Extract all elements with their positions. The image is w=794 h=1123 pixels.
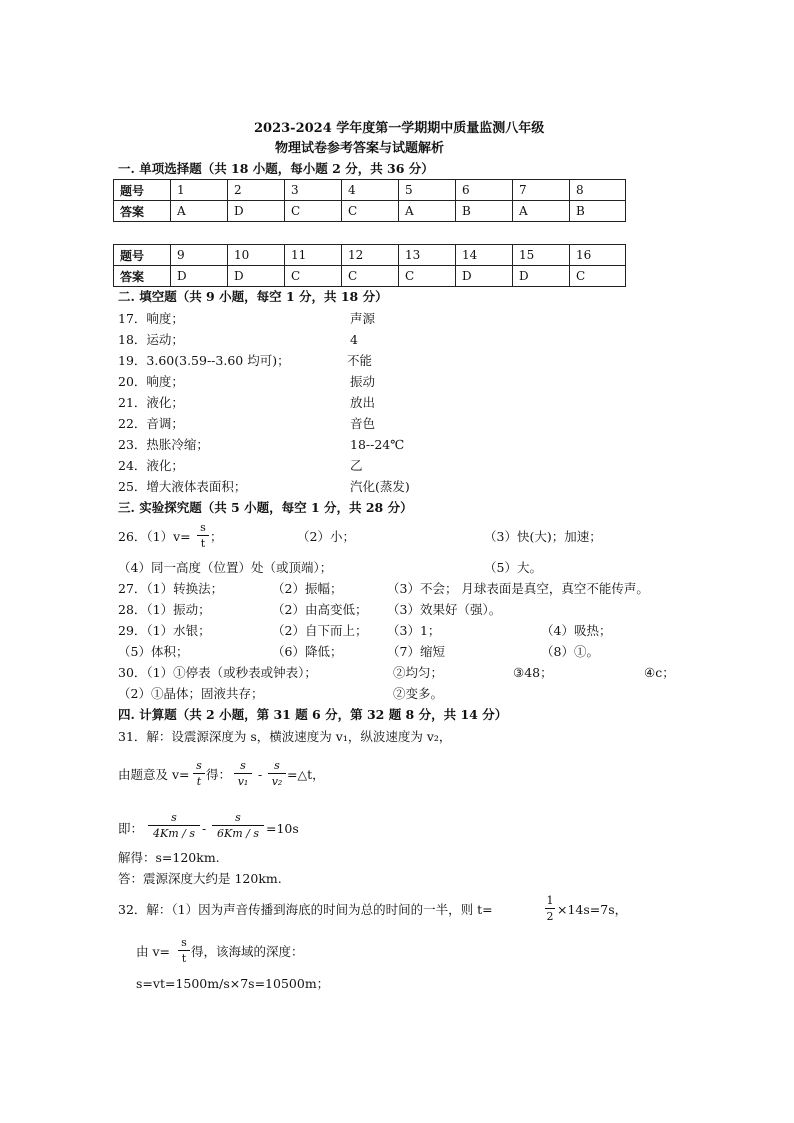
- table-cell: 2: [228, 180, 285, 201]
- section2-heading: 二. 填空题（共 9 小题，每空 1 分，共 18 分）: [118, 289, 388, 304]
- minus-sign: -: [258, 767, 263, 782]
- fraction-denominator: 6Km / s: [217, 827, 259, 840]
- fraction-one-half: [545, 895, 555, 922]
- fraction-bar: [234, 773, 252, 774]
- table-row-answers: [114, 201, 626, 222]
- fraction-denominator: v₁: [237, 775, 249, 788]
- fill-answer-right: 放出: [350, 395, 376, 410]
- fraction-bar: [178, 950, 190, 951]
- fraction-numerator: s: [181, 936, 187, 949]
- table-cell: 11: [285, 245, 342, 266]
- q29-part1: 29．（1）水银；: [118, 623, 211, 638]
- table-label-answer: 答案: [114, 201, 171, 222]
- table-cell: 6: [456, 180, 513, 201]
- fill-answer-right: 音色: [350, 416, 376, 431]
- fraction-s-over-t: [197, 522, 209, 549]
- table-cell: C: [342, 201, 399, 222]
- q31-line3-prefix: 即：: [118, 821, 144, 836]
- q29-part4: （4）吸热；: [541, 623, 612, 638]
- q26-semicolon: ；: [210, 529, 223, 544]
- table-cell: A: [399, 201, 456, 222]
- q26-part2: （2）小；: [297, 529, 355, 544]
- q31-line1: 31．解：设震源深度为 s，横波速度为 v₁，纵波速度为 v₂，: [118, 729, 452, 744]
- q26-part4: （4）同一高度（位置）处（或顶端）；: [118, 560, 333, 575]
- fraction-numerator: s: [235, 811, 241, 824]
- q28-part3: （3）效果好（强）。: [387, 602, 502, 617]
- fill-answer-left: 22．音调；: [118, 416, 184, 431]
- q31-line2-prefix: 由题意及 v=: [118, 767, 190, 782]
- fraction-numerator: s: [196, 759, 202, 772]
- table-cell: 14: [456, 245, 513, 266]
- table-cell: A: [171, 201, 228, 222]
- q32-line2-end: 得，该海域的深度：: [191, 944, 304, 959]
- q28-part1: 28．（1）振动；: [118, 602, 211, 617]
- table-cell: C: [285, 266, 342, 287]
- q29-part2: （2）自下而上；: [272, 623, 368, 638]
- q26-part3: （3）快(大)；加速；: [484, 529, 602, 544]
- fill-answer-left: 20．响度；: [118, 374, 184, 389]
- fill-answer-left: 18．运动；: [118, 332, 184, 347]
- q32-line3: s=vt=1500m/s×7s=10500m；: [136, 976, 330, 991]
- table-cell: C: [570, 266, 626, 287]
- fraction-s-over-6km: [212, 812, 264, 839]
- q29-part6: （6）降低；: [272, 644, 343, 659]
- q29-part3: （3）1；: [387, 623, 441, 638]
- q32-line1-end: ×14s=7s，: [557, 902, 628, 917]
- section4-heading: 四. 计算题（共 2 小题，第 31 题 6 分，第 32 题 8 分，共 14 分）: [118, 707, 508, 722]
- fill-answer-left: 21．液化；: [118, 395, 184, 410]
- fill-answer-right: 不能: [347, 353, 373, 368]
- table-label-answer: 答案: [114, 266, 171, 287]
- document-title-line1: 2023-2024 学年度第一学期期中质量监测八年级: [254, 121, 545, 136]
- fraction-denominator: 4Km / s: [153, 827, 195, 840]
- fraction-denominator: t: [200, 537, 206, 550]
- table-cell: C: [342, 266, 399, 287]
- q30-part1: 30．（1）①停表（或秒表或钟表）；: [118, 665, 317, 680]
- table-label-question: 题号: [114, 180, 171, 201]
- table-cell: 12: [342, 245, 399, 266]
- q32-line2-prefix: 由 v=: [136, 944, 171, 959]
- fraction-s-over-t: [178, 937, 190, 964]
- table-cell: D: [228, 266, 285, 287]
- section1-heading: 一. 单项选择题（共 18 小题，每小题 2 分，共 36 分）: [118, 161, 434, 176]
- table-cell: B: [570, 201, 626, 222]
- table-row-questions: [114, 180, 626, 201]
- q31-line4: 解得：s=120km.: [118, 850, 220, 865]
- q27-part1: 27．（1）转换法；: [118, 581, 224, 596]
- q30-part5: （2）①晶体；固液共存；: [118, 686, 264, 701]
- fraction-denominator: v₂: [271, 775, 283, 788]
- fraction-denominator: t: [196, 775, 202, 788]
- fill-answer-right: 4: [350, 332, 358, 347]
- table-cell: C: [285, 201, 342, 222]
- table-label-question: 题号: [114, 245, 171, 266]
- fill-answer-left: 24．液化；: [118, 458, 184, 473]
- fill-answer-left: 25．增大液体表面积；: [118, 479, 247, 494]
- table-row-questions: [114, 245, 626, 266]
- answer-table-2: [113, 244, 626, 287]
- table-cell: 9: [171, 245, 228, 266]
- fraction-denominator: t: [181, 952, 187, 965]
- table-cell: D: [171, 266, 228, 287]
- table-cell: D: [456, 266, 513, 287]
- table-cell: D: [228, 201, 285, 222]
- table-cell: A: [513, 201, 570, 222]
- document-title-line2: 物理试卷参考答案与试题解析: [275, 141, 445, 156]
- fraction-bar: [268, 773, 286, 774]
- table-cell: 16: [570, 245, 626, 266]
- q28-part2: （2）由高变低；: [272, 602, 368, 617]
- table-cell: 7: [513, 180, 570, 201]
- q29-part5: （5）体积；: [118, 644, 189, 659]
- fraction-s-over-4km: [148, 812, 200, 839]
- q30-part6: ②变多。: [393, 686, 444, 701]
- q30-part2: ②均匀；: [393, 665, 444, 680]
- fraction-numerator: s: [274, 759, 280, 772]
- table-row-answers: [114, 266, 626, 287]
- answer-table-1: [113, 179, 626, 222]
- table-cell: 4: [342, 180, 399, 201]
- fill-answer-right: 汽化(蒸发): [350, 479, 410, 494]
- q26-part5: （5）大。: [484, 560, 542, 575]
- fraction-s-over-v1: [234, 760, 252, 787]
- fraction-s-over-t: [193, 760, 205, 787]
- fill-answer-right: 振动: [350, 374, 376, 389]
- q26-part1: 26．（1）v=: [118, 529, 191, 544]
- table-cell: C: [399, 266, 456, 287]
- q27-part2: （2）振幅；: [272, 581, 343, 596]
- fraction-numerator: s: [240, 759, 246, 772]
- section3-heading: 三. 实验探究题（共 5 小题，每空 1 分，共 28 分）: [118, 500, 413, 515]
- fraction-s-over-v2: [268, 760, 286, 787]
- table-cell: B: [456, 201, 513, 222]
- fraction-bar: [148, 825, 200, 826]
- table-cell: 3: [285, 180, 342, 201]
- q29-part8: （8）①。: [541, 644, 599, 659]
- q30-part3: ③48；: [513, 665, 553, 680]
- minus-sign: -: [202, 821, 207, 836]
- table-cell: 10: [228, 245, 285, 266]
- table-cell: 13: [399, 245, 456, 266]
- q31-line2-mid: 得：: [206, 767, 232, 782]
- q31-line3-end: =10s: [266, 821, 299, 836]
- fill-answer-left: 17．响度；: [118, 311, 184, 326]
- q31-line2-end: =△t，: [287, 767, 325, 782]
- table-cell: 8: [570, 180, 626, 201]
- fraction-numerator: 1: [546, 894, 554, 907]
- fraction-numerator: s: [200, 521, 206, 534]
- fraction-bar: [197, 535, 209, 536]
- q32-line1-prefix: 32．解：（1）因为声音传播到海底的时间为总的时间的一半，则 t=: [118, 902, 493, 917]
- table-cell: 1: [171, 180, 228, 201]
- fill-answer-right: 乙: [350, 458, 363, 473]
- q30-part4: ④c；: [644, 665, 675, 680]
- fill-answer-left: 19．3.60(3.59--3.60 均可)；: [118, 353, 290, 368]
- q29-part7: （7）缩短: [387, 644, 445, 659]
- fill-answer-left: 23．热胀冷缩；: [118, 437, 209, 452]
- table-cell: 5: [399, 180, 456, 201]
- fill-answer-right: 18--24℃: [350, 437, 405, 452]
- table-cell: D: [513, 266, 570, 287]
- table-cell: 15: [513, 245, 570, 266]
- fraction-bar: [545, 908, 555, 909]
- q27-part3: （3）不会； 月球表面是真空，真空不能传声。: [387, 581, 649, 596]
- fill-answer-right: 声源: [350, 311, 376, 326]
- fraction-denominator: 2: [546, 910, 554, 923]
- q31-line5: 答：震源深度大约是 120km.: [118, 871, 282, 886]
- fraction-bar: [193, 773, 205, 774]
- fraction-bar: [212, 825, 264, 826]
- fraction-numerator: s: [171, 811, 177, 824]
